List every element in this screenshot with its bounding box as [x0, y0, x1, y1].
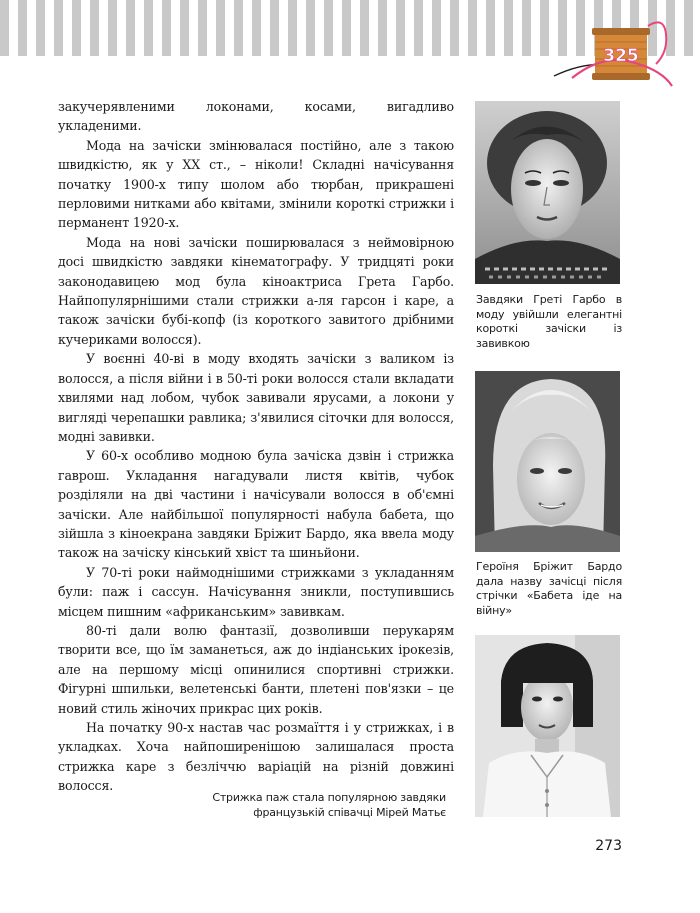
caption-garbo: Завдяки Греті Гарбо в моду увійшли елегантні короткі зачіски із завивкою — [476, 293, 622, 350]
paragraph: У 70-ті роки наймоднішими стрижками з укладанням були: паж і сассун. Начісування зникли, поступившись місцем пишним «африканським» завивкам. — [58, 564, 454, 619]
main-article-text — [58, 97, 454, 796]
caption-bardot: Героїня Бріжит Бардо дала назву зачісці після стрічки «Бабета іде на війну» — [476, 560, 622, 617]
paragraph: У 60-х особливо модною була зачіска дзвін і стрижка гаврош. Укладання нагадували листя квітів, чубок розділяли на дві частини і начісували волосся в об'ємні зачіски. Але найбільшої популярності набула бабета, що зійшла з кіноекрана завдяки Бріжит Бардо, яка ввела моду також на зачіску кінський хвіст та шиньйони. — [58, 448, 454, 561]
paragraph: Мода на зачіски змінювалася постійно, але з такою швидкістю, як у ХХ ст., – ніколи! Складні начісування початку 1900-х типу шолом або тюрбан, прикрашені перловими нитками або квітами, змінили короткі стрижки і перманент 1920-х. — [58, 137, 454, 231]
paragraph: У воєнні 40-ві в моду входять зачіски з валиком із волосся, а після війни і в 50-ті роки волосся стали вкладати хвилями над лобом, чубок завивали ярусами, а локони у вигляді черепашки равлика; з'явилися сіточки для волосся, модні завивки. — [58, 351, 454, 444]
caption-mathieu: Стрижка паж стала популярною завдяки французькій співачці Мірей Матьє — [212, 791, 446, 819]
paragraph: 80-ті дали волю фантазії, дозволивши перукарям творити все, що їм заманеться, аж до індіанських ірокезів, але на першому місці опинилися спортивні стрижки. Фігурні шпильки, велетенські банти, плетені пов'язки – це новий стиль жіночих прикрас цих років. — [58, 622, 454, 716]
page-number: 273 — [595, 838, 622, 854]
page-badge-number: 325 — [603, 46, 639, 66]
paragraph: На початку 90-х настав час розмаїття і у стрижках, і в укладках. Хоча найпоширенішою залишалася проста стрижка каре з безліччю варіацій на різній довжині волосся. — [58, 720, 454, 794]
thread-spool-icon — [552, 18, 682, 96]
paragraph: Мода на нові зачіски поширювалася з неймовірною досі швидкістю завдяки кінематографу. У тридцяті роки законодавицею мод була кіноактриса Грета Гарбо. Найпопулярнішими стали стрижки а-ля гарсон і каре, а також зачіски бубі-копф (із короткого завитого дрібними кучериками волосся). — [58, 234, 454, 347]
paragraph: закучерявленими локонами, косами, вигадливо укладеними. — [58, 99, 454, 134]
brigitte-bardot-photo — [475, 371, 620, 552]
greta-garbo-photo — [475, 101, 620, 284]
mireille-mathieu-photo — [475, 635, 620, 817]
